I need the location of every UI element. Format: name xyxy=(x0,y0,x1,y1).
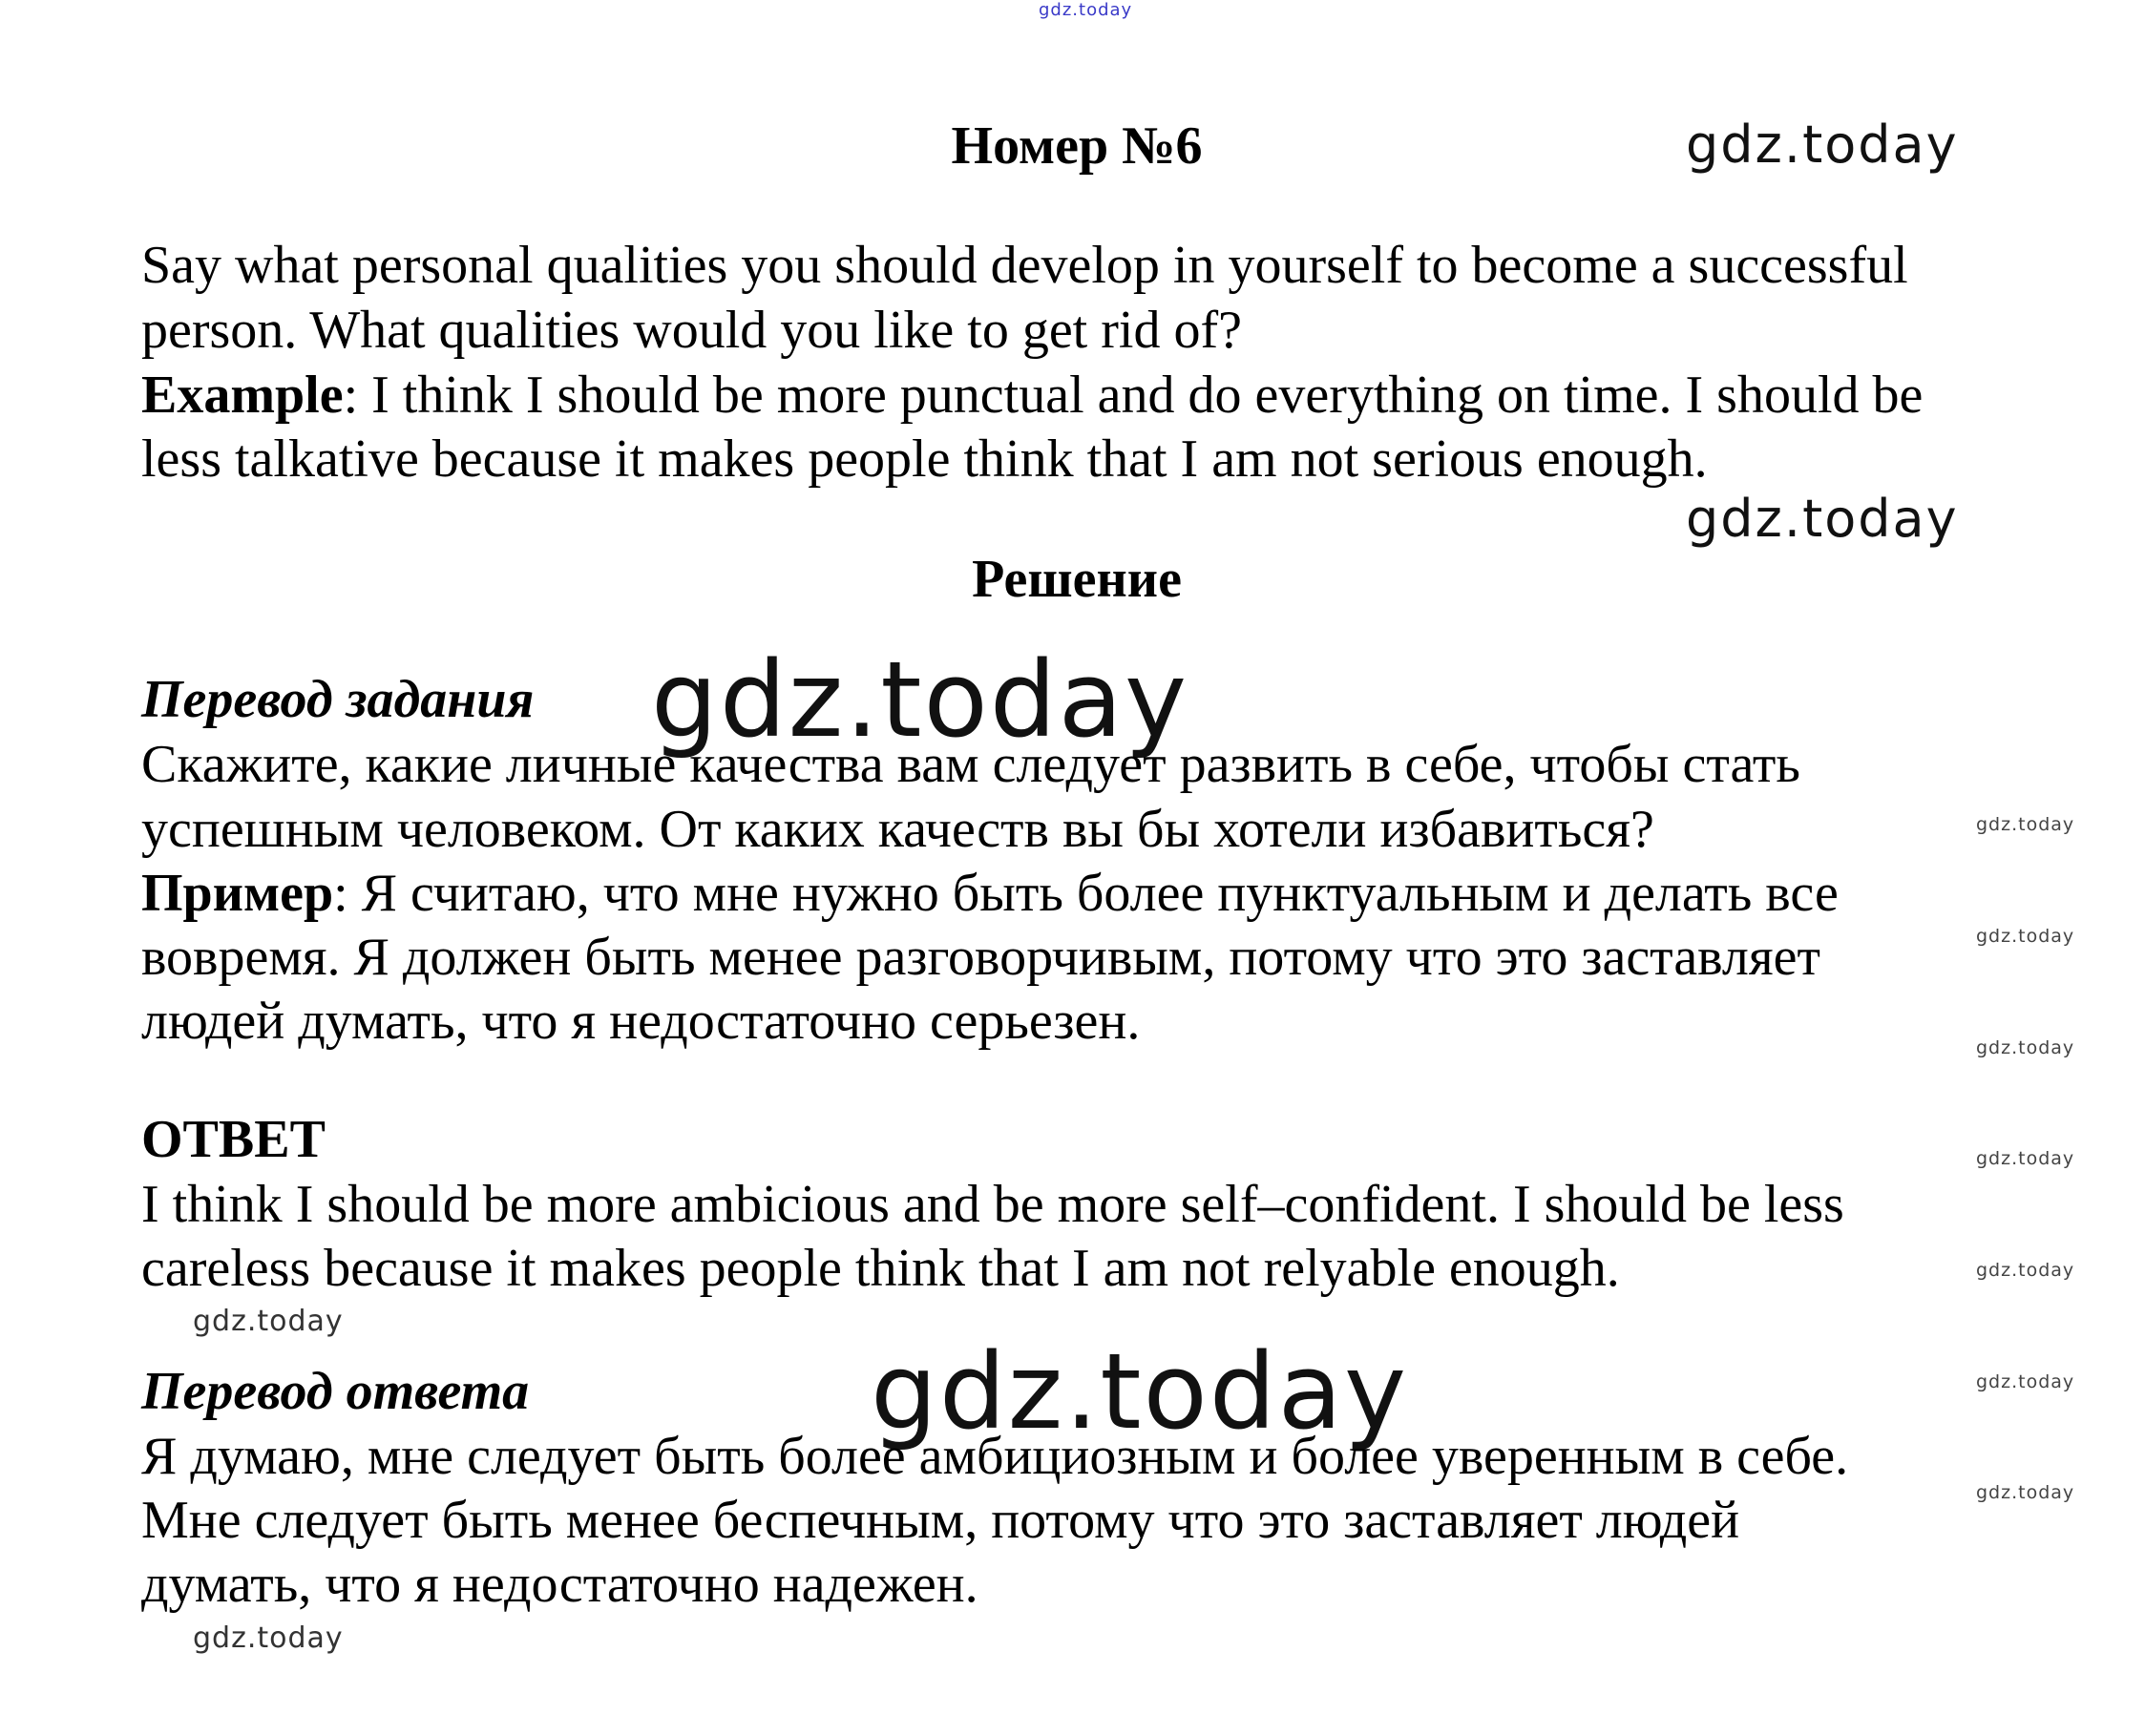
answer-heading: ОТВЕТ xyxy=(141,1110,326,1169)
solution-heading: Решение xyxy=(972,550,1182,609)
task-translation-example: людей думать, что я недостаточно серьезен. xyxy=(141,992,1141,1051)
answer-text: I think I should be more ambicious and be more self–confident. I should be less xyxy=(141,1175,1844,1234)
task-text: person. What qualities would you like to get rid of? xyxy=(141,301,1242,360)
watermark-small: gdz.today xyxy=(1976,1371,2075,1392)
task-translation-example: вовремя. Я должен быть менее разговорчивым, потому что это заставляет xyxy=(141,928,1820,987)
answer-translation-text: думать, что я недостаточно надежен. xyxy=(141,1555,978,1614)
watermark-small: gdz.today xyxy=(1976,926,2075,947)
watermark-small: gdz.today xyxy=(1976,1482,2075,1503)
example-text: : Я считаю, что мне нужно быть более пунктуальным и делать все xyxy=(333,864,1839,923)
watermark-top: gdz.today xyxy=(1039,0,1133,20)
example-text: : I think I should be more punctual and do everything on time. I should be xyxy=(343,366,1924,425)
watermark-small: gdz.today xyxy=(1976,1148,2075,1169)
watermark: gdz.today xyxy=(1686,489,1959,549)
watermark: gdz.today xyxy=(1686,115,1959,175)
answer-translation-text: Мне следует быть менее беспечным, потому что это заставляет людей xyxy=(141,1491,1740,1550)
task-translation-text: Скажите, какие личные качества вам следует развить в себе, чтобы стать xyxy=(141,735,1800,794)
task-translation-heading: Перевод задания xyxy=(141,670,535,729)
task-example: less talkative because it makes people think that I am not serious enough. xyxy=(141,429,1708,489)
watermark: gdz.today xyxy=(193,1305,344,1338)
answer-translation-text: Я думаю, мне следует быть более амбициозным и более уверенным в себе. xyxy=(141,1427,1849,1486)
task-translation-example xyxy=(141,862,1839,925)
example-label: Пример xyxy=(141,864,334,923)
task-translation-text: успешным человеком. От каких качеств вы бы хотели избавиться? xyxy=(141,800,1654,859)
page-title: Номер №6 xyxy=(951,116,1203,176)
answer-translation-heading: Перевод ответа xyxy=(141,1362,530,1421)
watermark-small: gdz.today xyxy=(1976,1260,2075,1281)
watermark-small: gdz.today xyxy=(1976,814,2075,835)
task-example xyxy=(141,364,1923,427)
watermark-small: gdz.today xyxy=(1976,1037,2075,1058)
answer-text: careless because it makes people think that I am not relyable enough. xyxy=(141,1239,1620,1298)
watermark: gdz.today xyxy=(193,1621,344,1655)
watermark-large: gdz.today xyxy=(651,638,1189,761)
example-label: Example xyxy=(141,366,344,425)
task-text: Say what personal qualities you should develop in yourself to become a successful xyxy=(141,236,1908,295)
watermark-large: gdz.today xyxy=(871,1330,1409,1453)
